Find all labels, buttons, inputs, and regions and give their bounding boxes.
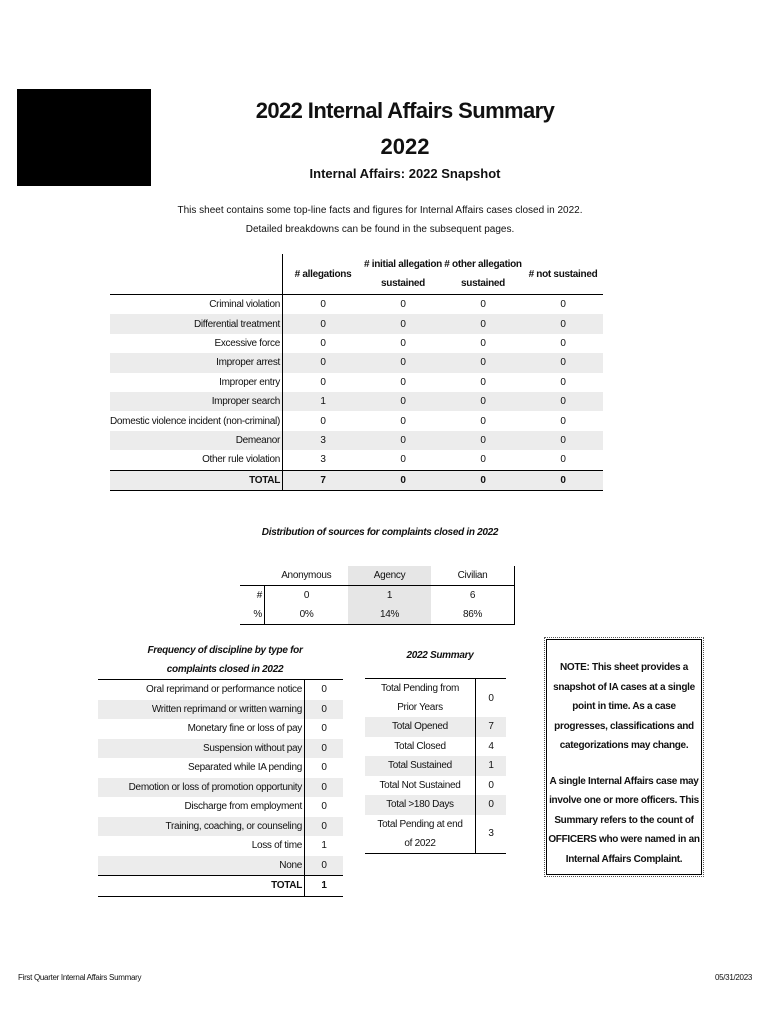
allegation-value: 1: [283, 392, 364, 411]
discipline-row: [98, 758, 343, 778]
discipline-value: 0: [305, 778, 344, 798]
allegation-value: 0: [363, 392, 443, 411]
allegation-value: 0: [480, 376, 486, 388]
sources-value: 1: [348, 586, 431, 606]
description-line-1: This sheet contains some top-line facts and figures for Internal Affairs cases closed in 2022.: [177, 205, 583, 216]
summary-table: [365, 678, 506, 854]
allegations-column-header-line: # other allegation: [444, 259, 522, 270]
allegation-value: 0: [400, 376, 406, 388]
allegation-label: Domestic violence incident (non-criminal): [110, 411, 283, 430]
allegation-label: Excessive force: [110, 334, 283, 353]
summary-title: 2022 Summary: [406, 650, 474, 661]
discipline-row: [98, 836, 343, 856]
summary-label: [365, 756, 476, 776]
discipline-label: Oral reprimand or performance notice: [98, 680, 305, 700]
allegation-value: 0: [480, 337, 486, 349]
allegations-column-header: [523, 254, 603, 295]
allegations-total-label: TOTAL: [110, 470, 283, 490]
allegation-value: 0: [320, 337, 326, 349]
summary-label: [365, 815, 476, 854]
allegations-total-value: 0: [363, 470, 443, 490]
summary-label: [365, 737, 476, 757]
allegation-value: 0: [363, 295, 443, 315]
allegations-total-value: 0: [443, 470, 523, 490]
sources-header-row: [240, 566, 515, 586]
allegation-value: 0: [480, 415, 486, 427]
allegations-column-header: [443, 254, 523, 295]
discipline-row: [98, 817, 343, 837]
allegation-value: 0: [443, 314, 523, 333]
discipline-value: 0: [321, 723, 327, 735]
discipline-row: [98, 797, 343, 817]
allegation-value: 0: [560, 376, 566, 388]
sources-value: 14%: [348, 605, 431, 625]
summary-row: [365, 679, 506, 718]
allegation-row: [110, 295, 603, 315]
summary-label-line: Total Pending from: [381, 683, 459, 694]
summary-value: 0: [476, 795, 507, 815]
discipline-value: 0: [305, 739, 344, 759]
summary-row: [365, 737, 506, 757]
sources-row-label: #: [240, 586, 265, 606]
discipline-value: 0: [305, 700, 344, 720]
page-year: 2022: [380, 134, 430, 159]
allegation-value: 0: [523, 431, 603, 450]
summary-label: [365, 717, 476, 737]
discipline-total-label: TOTAL: [98, 876, 305, 897]
allegation-value: 0: [283, 295, 364, 315]
sources-column-header: Civilian: [431, 566, 515, 586]
discipline-value: 0: [321, 801, 327, 813]
discipline-row: [98, 719, 343, 739]
discipline-label: Discharge from employment: [98, 797, 305, 817]
sources-value: 6: [431, 586, 515, 606]
page-subtitle: Internal Affairs: 2022 Snapshot: [309, 166, 501, 181]
agency-logo: [17, 89, 151, 186]
allegation-value: 0: [480, 454, 486, 466]
allegation-value: 0: [363, 314, 443, 333]
discipline-label: Demotion or loss of promotion opportunity: [98, 778, 305, 798]
allegation-row: [110, 353, 603, 372]
discipline-label: Separated while IA pending: [98, 758, 305, 778]
allegation-value: 0: [560, 415, 566, 427]
summary-label: [365, 776, 476, 796]
allegation-row: [110, 314, 603, 333]
allegations-column-header-line: # allegations: [294, 268, 352, 280]
allegation-value: 0: [320, 415, 326, 427]
sources-value: 0%: [265, 605, 349, 625]
discipline-value: 0: [305, 817, 344, 837]
allegations-column-header-line: # initial allegation: [364, 259, 442, 270]
allegations-total-value: 7: [283, 470, 364, 490]
discipline-label: Suspension without pay: [98, 739, 305, 759]
discipline-value: 0: [305, 856, 344, 876]
summary-label: [365, 679, 476, 718]
allegation-value: 0: [400, 415, 406, 427]
summary-label-line: Total >180 Days: [386, 799, 454, 811]
summary-row: [365, 756, 506, 776]
summary-label: [365, 795, 476, 815]
summary-label-line: Total Opened: [392, 721, 448, 733]
allegation-value: 0: [283, 314, 364, 333]
allegation-row: [110, 450, 603, 470]
allegation-value: 0: [523, 295, 603, 315]
discipline-table: [98, 679, 343, 897]
allegation-value: 0: [523, 392, 603, 411]
sources-row: [240, 586, 515, 606]
discipline-row: [98, 680, 343, 700]
footer-title: First Quarter Internal Affairs Summary: [18, 973, 142, 982]
allegation-row: [110, 392, 603, 411]
sources-row: [240, 605, 515, 625]
summary-label-line: Total Sustained: [388, 760, 452, 772]
allegations-column-header: [363, 254, 443, 295]
discipline-row: [98, 739, 343, 759]
summary-value: 0: [476, 679, 507, 718]
summary-row: [365, 815, 506, 854]
allegations-header-blank: [110, 254, 283, 295]
sources-row-label: %: [240, 605, 265, 625]
allegation-value: 0: [443, 431, 523, 450]
allegation-value: 0: [443, 295, 523, 315]
allegation-label: Improper search: [110, 392, 283, 411]
summary-label-line: Total Not Sustained: [379, 779, 461, 791]
allegation-value: 0: [560, 337, 566, 349]
discipline-row: [98, 778, 343, 798]
allegation-label: Differential treatment: [110, 314, 283, 333]
allegations-total-row: [110, 470, 603, 490]
discipline-label: Written reprimand or written warning: [98, 700, 305, 720]
allegation-value: 0: [400, 454, 406, 466]
sources-title: Distribution of sources for complaints closed in 2022: [261, 527, 499, 538]
discipline-title-line-2: complaints closed in 2022: [166, 664, 284, 675]
discipline-value: 1: [321, 840, 327, 852]
allegation-value: 0: [400, 337, 406, 349]
allegations-column-header-line: sustained: [461, 278, 505, 289]
page-title: 2022 Internal Affairs Summary: [255, 98, 555, 123]
discipline-row: [98, 700, 343, 720]
allegation-value: 0: [363, 353, 443, 372]
allegation-value: 0: [283, 353, 364, 372]
discipline-total-row: [98, 876, 343, 897]
allegation-row: [110, 334, 603, 353]
allegation-value: 0: [443, 353, 523, 372]
allegation-value: 0: [523, 314, 603, 333]
discipline-total-value: 1: [305, 876, 344, 897]
allegation-value: 0: [363, 431, 443, 450]
allegation-row: [110, 431, 603, 450]
summary-value: 3: [476, 815, 507, 854]
allegation-row: [110, 411, 603, 430]
allegation-value: 0: [560, 454, 566, 466]
allegations-column-header-line: sustained: [381, 278, 425, 289]
discipline-value: 0: [321, 762, 327, 774]
summary-value: 4: [488, 740, 494, 752]
discipline-title: [130, 641, 320, 679]
note-paragraph-2: A single Internal Affairs case may involve one or more officers. This Summary refers to the count of OFFICERS who were named in an Internal Affairs Complaint.: [548, 775, 700, 865]
footer-date: 05/31/2023: [714, 973, 752, 982]
allegation-label: Improper arrest: [110, 353, 283, 372]
sources-column-header: Anonymous: [265, 566, 349, 586]
allegation-label: Improper entry: [110, 373, 283, 392]
note-box: [546, 639, 702, 875]
summary-row: [365, 717, 506, 737]
allegations-column-header: [283, 254, 364, 295]
discipline-label: Loss of time: [98, 836, 305, 856]
summary-label-line: Total Closed: [394, 740, 446, 752]
summary-label-line: Total Pending at end: [377, 818, 463, 830]
discipline-label: None: [98, 856, 305, 876]
allegations-total-value: 0: [523, 470, 603, 490]
sources-column-header: Agency: [348, 566, 431, 586]
allegation-label: Other rule violation: [110, 450, 283, 470]
summary-row: [365, 776, 506, 796]
discipline-value: 0: [305, 680, 344, 700]
allegation-value: 0: [443, 392, 523, 411]
sources-table: [240, 566, 515, 625]
description-line-2: Detailed breakdowns can be found in the subsequent pages.: [245, 224, 515, 235]
summary-value: 1: [476, 756, 507, 776]
allegation-row: [110, 373, 603, 392]
allegation-value: 3: [320, 454, 326, 466]
allegation-label: Demeanor: [110, 431, 283, 450]
sources-value: 0: [303, 590, 310, 601]
allegation-label: Criminal violation: [110, 295, 283, 315]
allegations-header-row: [110, 254, 603, 295]
discipline-label: Training, coaching, or counseling: [98, 817, 305, 837]
discipline-label: Monetary fine or loss of pay: [98, 719, 305, 739]
sources-value: 86%: [431, 605, 515, 625]
note-paragraph-1: NOTE: This sheet provides a snapshot of IA cases at a single point in time. As a case progresses, classifications and categorizations may change.: [553, 662, 695, 751]
summary-row: [365, 795, 506, 815]
allegations-table: [110, 254, 603, 491]
summary-value: 0: [488, 779, 494, 791]
summary-label-line: Prior Years: [397, 702, 443, 713]
sources-header-blank: [240, 566, 265, 586]
discipline-row: [98, 856, 343, 876]
allegation-value: 3: [283, 431, 364, 450]
allegations-column-header-line: # not sustained: [528, 268, 598, 280]
allegation-value: 0: [523, 353, 603, 372]
summary-value: 7: [476, 717, 507, 737]
discipline-title-line-1: Frequency of discipline by type for: [147, 645, 303, 656]
allegation-value: 0: [320, 376, 326, 388]
summary-label-line: of 2022: [404, 837, 436, 849]
